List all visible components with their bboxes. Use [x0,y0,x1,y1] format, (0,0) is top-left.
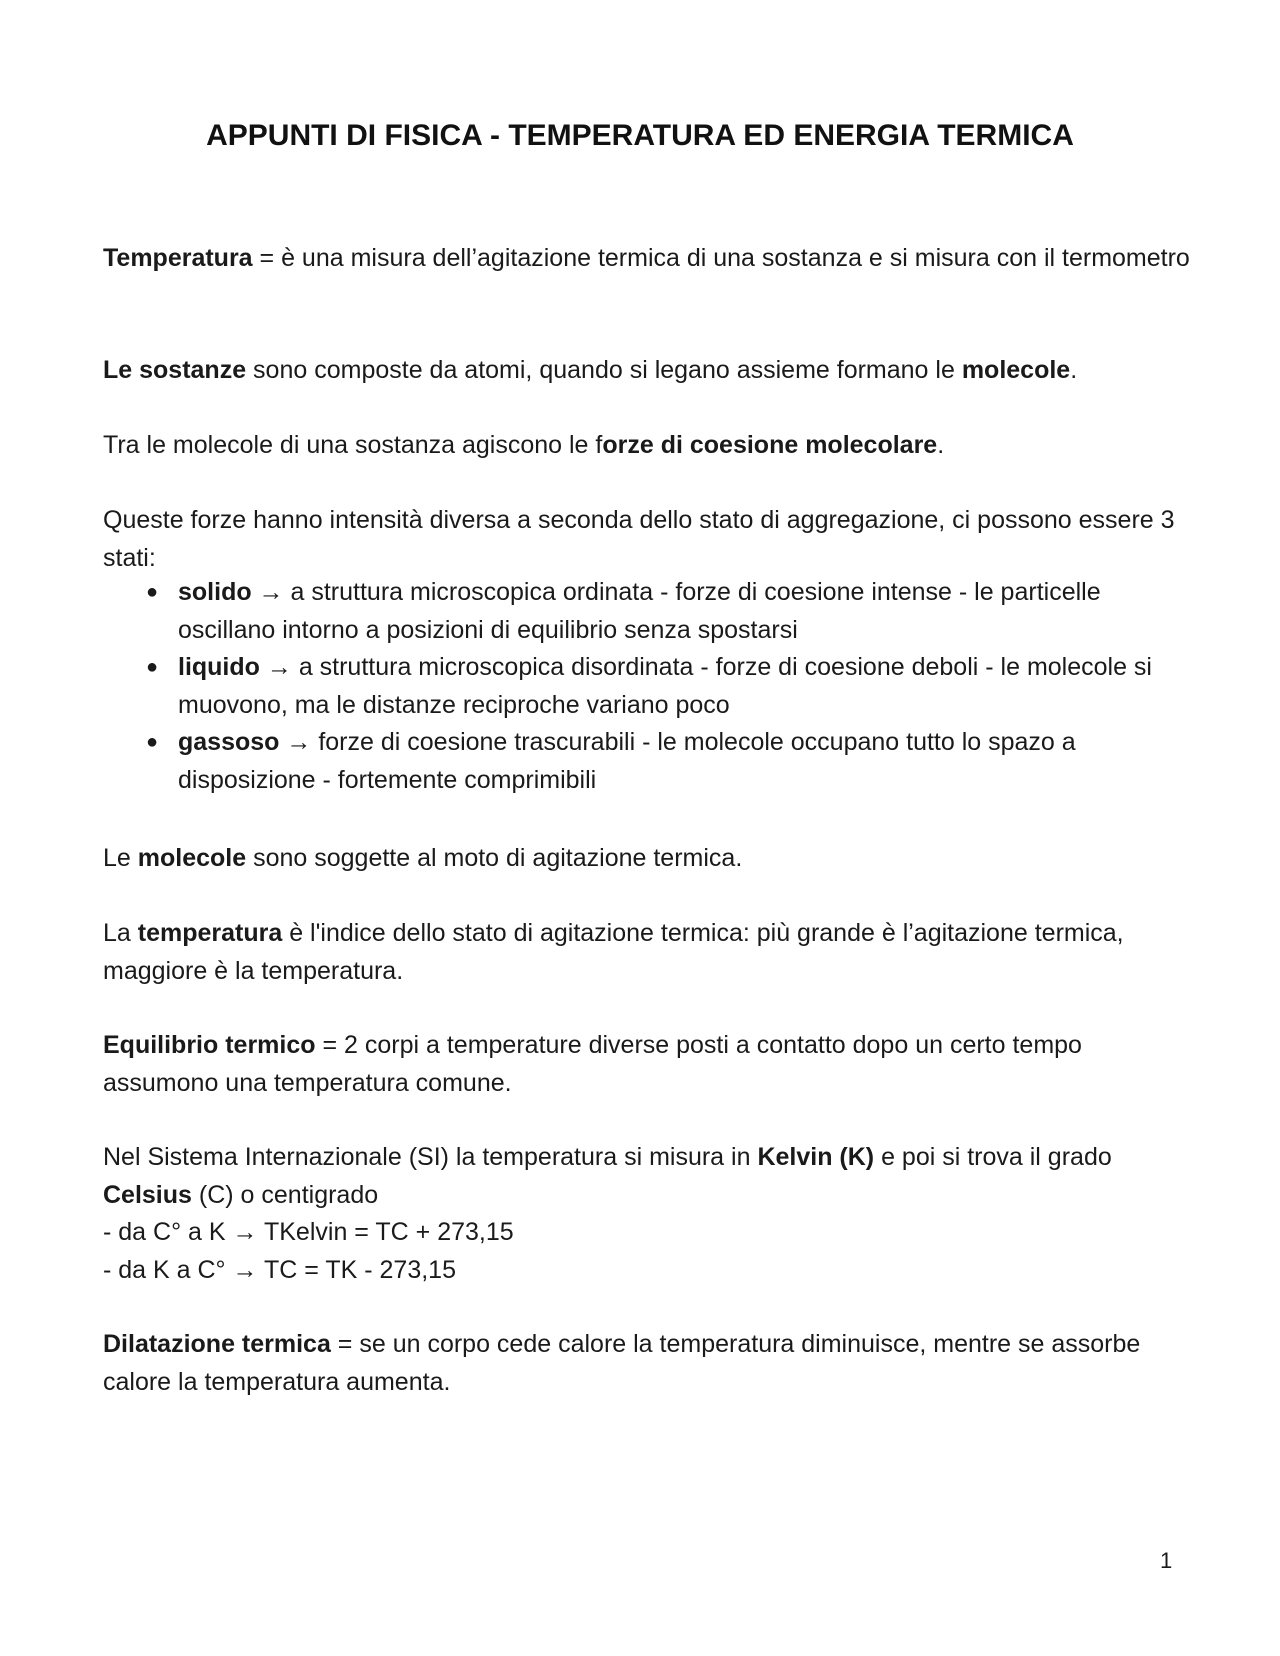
paragraph-stati-aggregazione [103,502,1193,577]
states-list [103,574,1193,799]
list-item-liquido [103,649,1193,724]
page-title: APPUNTI DI FISICA - TEMPERATURA ED ENERGIA TERMICA [206,119,1074,152]
paragraph-end: . [937,431,945,459]
paragraph-sistema-internazionale [103,1139,1193,1289]
paragraph-mid: e poi si trova il grado [874,1143,1112,1171]
paragraph-end: . [1070,356,1078,384]
term-celsius: Celsius [103,1180,192,1209]
list-item-gassoso [103,724,1193,799]
formula-k-to-c: - da K a C° → TC = TK - 273,15 [103,1255,456,1284]
list-item-solido [103,574,1193,649]
term-temperatura: Temperatura [103,244,253,272]
term-gassoso: gassoso [178,728,280,756]
term-sostanze: Le sostanze [103,356,247,384]
paragraph-text: sono soggette al moto di agitazione termica. [246,844,743,872]
paragraph-pre: Nel Sistema Internazionale (SI) la temperatura si misura in [103,1143,758,1171]
page-number: 1 [1160,1548,1173,1573]
paragraph-text: Tra le molecole di una sostanza agiscono le f [103,431,603,459]
term-liquido: liquido [178,653,260,681]
paragraph-text: = è una misura dell’agitazione termica di una sostanza e si misura con il termometro [252,244,1190,272]
term-temperatura: temperatura [137,919,283,947]
term-solido: solido [178,578,252,606]
term-molecole: molecole [137,844,247,872]
bullet-icon: ● [146,656,159,678]
term-equilibrio-termico: Equilibrio termico [103,1031,316,1059]
paragraph-text: è l'indice dello stato di agitazione termica: più grande è l’agitazione termica, maggiore è la temperatura. [103,919,1124,985]
paragraph-moto-agitazione [103,840,1193,878]
list-item-text: → a struttura microscopica disordinata - forze di coesione deboli - le molecole si muovono, ma le distanze reciproche variano poco [178,653,1152,719]
paragraph-pre: La [103,919,138,947]
paragraph-temperatura [103,240,1193,278]
paragraph-temperatura-indice [103,915,1193,990]
paragraph-sostanze [103,352,1193,390]
paragraph-text: = se un corpo cede calore la temperatura diminuisce, mentre se assorbe calore la temperatura aumenta. [103,1330,1141,1396]
paragraph-forze-coesione [103,427,1193,465]
paragraph-end: (C) o centigrado [191,1180,379,1209]
term-dilatazione-termica: Dilatazione termica [103,1330,331,1358]
formula-c-to-k: - da C° a K → TKelvin = TC + 273,15 [103,1218,514,1246]
term-kelvin: Kelvin (K) [757,1143,875,1171]
term-molecole: molecole [961,356,1071,384]
paragraph-text: Queste forze hanno intensità diversa a seconda dello stato di aggregazione, ci possono essere 3 stati: [103,506,1175,572]
paragraph-text: sono composte da atomi, quando si legano assieme formano le [246,356,962,384]
paragraph-pre: Le [103,844,138,872]
paragraph-dilatazione-termica [103,1326,1193,1401]
list-item-text: → a struttura microscopica ordinata - forze di coesione intense - le particelle oscillano intorno a posizioni di equilibrio senza spostarsi [178,578,1101,644]
paragraph-equilibrio-termico [103,1027,1193,1102]
paragraph-text: = 2 corpi a temperature diverse posti a contatto dopo un certo tempo assumono una temperatura comune. [103,1031,1082,1097]
term-forze-coesione: orze di coesione molecolare [602,431,938,459]
bullet-icon: ● [146,581,159,603]
bullet-icon: ● [146,731,159,753]
list-item-text: → forze di coesione trascurabili - le molecole occupano tutto lo spazo a disposizione - fortemente comprimibili [178,728,1076,794]
